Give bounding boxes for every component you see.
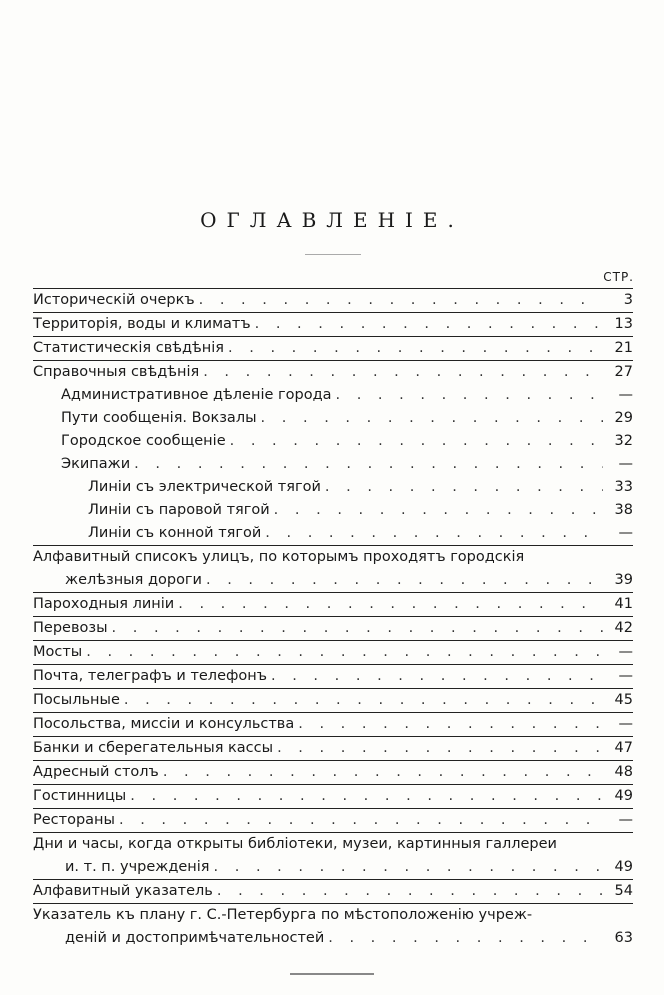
dot-leader (178, 593, 603, 616)
table-of-contents (33, 288, 633, 950)
toc-entry-label: Линiи съ паровой тягой (88, 502, 270, 518)
toc-entry-page: 38 (614, 502, 633, 518)
toc-entry-label: Дни и часы, когда открыты библiотеки, музеи, картинныя галлереи (33, 836, 557, 852)
toc-entry-page: 42 (614, 620, 633, 636)
toc-subentry[interactable] (33, 453, 633, 476)
toc-entry-label: Посольства, миссiи и консульства (33, 716, 295, 732)
toc-entry-label: Экипажи (61, 456, 131, 472)
toc-entry[interactable] (33, 760, 633, 784)
toc-entry-label: Линiи съ электрической тягой (88, 479, 321, 495)
toc-entry-page: 63 (614, 930, 633, 946)
dot-leader (230, 430, 603, 453)
toc-entry-page: — (618, 387, 633, 403)
toc-entry[interactable] (33, 808, 633, 832)
dot-leader (328, 927, 603, 950)
dot-leader (130, 785, 603, 808)
dot-leader (86, 641, 603, 664)
toc-subsubentry[interactable] (33, 476, 633, 499)
toc-entry-label: Пароходныя линiи (33, 596, 175, 612)
dot-leader (119, 809, 603, 832)
dot-leader (124, 689, 603, 712)
toc-entry-label: Перевозы (33, 620, 108, 636)
toc-entry[interactable] (33, 736, 633, 760)
dot-leader (325, 476, 603, 499)
toc-entry[interactable] (33, 903, 633, 927)
toc-entry-label: Линiи съ конной тягой (88, 525, 262, 541)
toc-entry[interactable] (33, 592, 633, 616)
toc-entry-page: 49 (614, 859, 633, 875)
dot-leader (277, 737, 603, 760)
toc-subentry[interactable] (33, 430, 633, 453)
toc-entry[interactable] (33, 832, 633, 856)
footer-divider (290, 973, 374, 975)
toc-entry-page: 47 (614, 740, 633, 756)
dot-leader (298, 713, 603, 736)
toc-entry-label: Банки и сберегательныя кассы (33, 740, 274, 756)
toc-entry-page: 29 (614, 410, 633, 426)
toc-entry[interactable] (33, 712, 633, 736)
dot-leader (163, 761, 603, 784)
toc-entry[interactable] (33, 879, 633, 903)
toc-entry-page: 27 (614, 364, 633, 380)
toc-entry-label: Административное дѣленiе города (61, 387, 332, 403)
toc-entry-page: — (618, 644, 633, 660)
dot-leader (265, 522, 603, 545)
toc-entry-label: Посыльные (33, 692, 120, 708)
dot-leader (271, 665, 603, 688)
toc-entry-page: 48 (614, 764, 633, 780)
toc-entry-label: и. т. п. учрежденiя (65, 859, 210, 875)
toc-entry-page: 45 (614, 692, 633, 708)
toc-entry-label: желѣзныя дороги (65, 572, 202, 588)
page-title: ОГЛАВЛЕНIЕ. (200, 208, 464, 232)
toc-entry[interactable] (33, 784, 633, 808)
dot-leader (134, 453, 603, 476)
toc-entry-label: Историческiй очеркъ (33, 292, 195, 308)
toc-entry-label: Пути сообщенiя. Вокзалы (61, 410, 257, 426)
dot-leader (274, 499, 603, 522)
toc-subsubentry[interactable] (33, 499, 633, 522)
toc-entry-page: — (618, 525, 633, 541)
toc-entry-label: денiй и достопримѣчательностей (65, 930, 325, 946)
toc-entry-page: 3 (623, 292, 633, 308)
toc-entry-page: 41 (614, 596, 633, 612)
toc-entry-continuation[interactable] (33, 856, 633, 879)
toc-entry[interactable] (33, 545, 633, 569)
toc-entry-label: Указатель къ плану г. С.-Петербурга по мѣстоположенiю учреж- (33, 907, 533, 923)
title-divider (305, 254, 361, 255)
toc-entry-page: — (618, 812, 633, 828)
dot-leader (255, 313, 603, 336)
toc-entry[interactable] (33, 312, 633, 336)
toc-subentry[interactable] (33, 407, 633, 430)
toc-entry-page: 54 (614, 883, 633, 899)
toc-entry[interactable] (33, 360, 633, 384)
toc-entry-page: 21 (614, 340, 633, 356)
dot-leader (206, 569, 603, 592)
toc-entry[interactable] (33, 688, 633, 712)
dot-leader (336, 384, 604, 407)
toc-entry-page: 13 (614, 316, 633, 332)
toc-entry-label: Гостинницы (33, 788, 127, 804)
toc-entry-page: — (618, 456, 633, 472)
dot-leader (203, 361, 603, 384)
toc-entry-label: Городское сообщенiе (61, 433, 226, 449)
dot-leader (228, 337, 603, 360)
toc-entry[interactable] (33, 664, 633, 688)
toc-entry[interactable] (33, 616, 633, 640)
toc-entry[interactable] (33, 640, 633, 664)
toc-entry-page: — (618, 668, 633, 684)
toc-entry-label: Справочныя свѣдѣнiя (33, 364, 200, 380)
toc-subsubentry[interactable] (33, 522, 633, 545)
toc-entry-continuation[interactable] (33, 927, 633, 950)
dot-leader (199, 289, 603, 312)
toc-entry[interactable] (33, 336, 633, 360)
toc-entry-label: Мосты (33, 644, 83, 660)
toc-entry-label: Статистическiя свѣдѣнiя (33, 340, 225, 356)
toc-subentry[interactable] (33, 384, 633, 407)
toc-entry-label: Алфавитный указатель (33, 883, 213, 899)
toc-entry-label: Территорiя, воды и климатъ (33, 316, 251, 332)
toc-entry-page: — (618, 716, 633, 732)
dot-leader (112, 617, 603, 640)
dot-leader (214, 856, 603, 879)
toc-entry-page: 32 (614, 433, 633, 449)
page-column-header: СТР. (603, 270, 634, 284)
dot-leader (261, 407, 603, 430)
toc-entry-page: 49 (614, 788, 633, 804)
dot-leader (217, 880, 603, 903)
toc-entry-label: Алфавитный списокъ улицъ, по которымъ проходятъ городскiя (33, 549, 525, 565)
toc-entry-label: Рестораны (33, 812, 115, 828)
toc-entry-label: Адресный столъ (33, 764, 159, 780)
toc-entry-page: 33 (614, 479, 633, 495)
toc-entry[interactable] (33, 288, 633, 312)
toc-entry-page: 39 (614, 572, 633, 588)
toc-entry-label: Почта, телеграфъ и телефонъ (33, 668, 267, 684)
toc-entry-continuation[interactable] (33, 569, 633, 592)
